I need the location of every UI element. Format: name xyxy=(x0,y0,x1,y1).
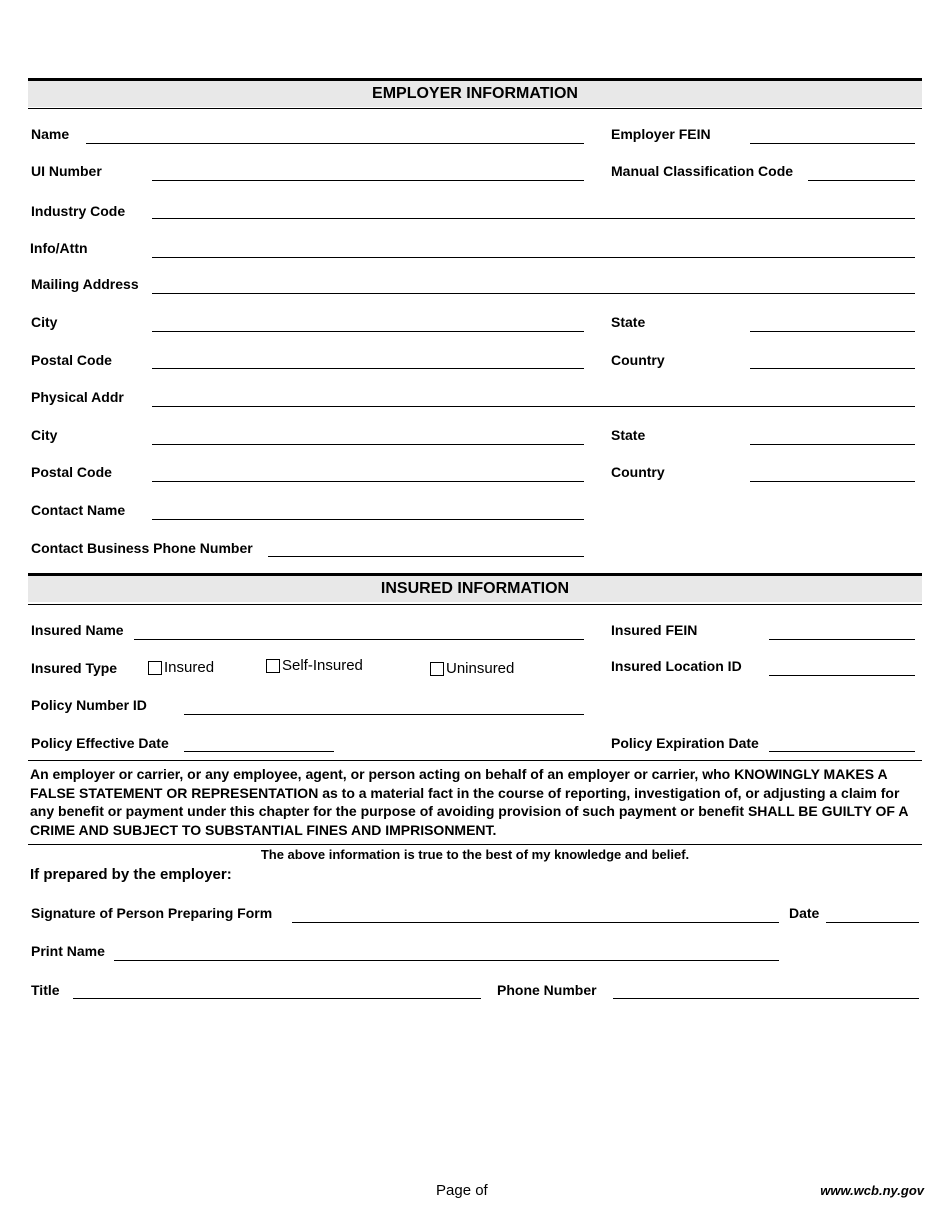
insured-fein-label: Insured FEIN xyxy=(611,622,698,638)
employer-name-label: Name xyxy=(31,126,70,142)
insured-type-option-insured[interactable] xyxy=(148,660,214,676)
date-field[interactable] xyxy=(826,922,919,923)
physical-country-label: Country xyxy=(611,464,665,480)
insured-type-option-self-insured[interactable] xyxy=(266,658,363,674)
section-divider xyxy=(28,604,922,605)
insured-type-option-uninsured[interactable] xyxy=(430,661,514,677)
ui-number-field[interactable] xyxy=(152,180,584,181)
contact-name-field[interactable] xyxy=(152,519,584,520)
checkbox[interactable] xyxy=(430,662,444,676)
policy-number-field[interactable] xyxy=(184,714,584,715)
fraud-warning-text: An employer or carrier, or any employee, agent, or person acting on behalf of an employer or carrier, who KNOWINGLY MAKES A FALSE STATEMENT OR REPRESENTATION as to a material fact in the course of reporting, investigation of, or adjusting a claim for any benefit or payment under this chapter for the purpose of avoiding provision of such payment or benefit SHALL BE GUILTY OF A CRIME AND SUBJECT TO SUBSTANTIAL FINES AND IMPRISONMENT. xyxy=(30,766,908,838)
physical-state-label: State xyxy=(611,427,646,443)
checkbox[interactable] xyxy=(266,659,280,673)
industry-code-label: Industry Code xyxy=(31,203,126,219)
option-label: Uninsured xyxy=(446,660,515,677)
physical-postal-field[interactable] xyxy=(152,481,584,482)
contact-phone-label: Contact Business Phone Number xyxy=(31,540,253,556)
info-attn-label: Info/Attn xyxy=(30,240,88,256)
mailing-postal-label: Postal Code xyxy=(31,352,112,368)
employer-section-heading: EMPLOYER INFORMATION xyxy=(28,81,922,107)
title-label: Title xyxy=(31,982,60,998)
industry-code-field[interactable] xyxy=(152,218,915,219)
manual-code-field[interactable] xyxy=(808,180,915,181)
print-name-field[interactable] xyxy=(114,960,779,961)
date-label: Date xyxy=(789,905,820,921)
print-name-label: Print Name xyxy=(31,943,105,959)
insured-location-label: Insured Location ID xyxy=(611,658,742,674)
mailing-city-field[interactable] xyxy=(152,331,584,332)
page-number: Page of xyxy=(436,1182,488,1199)
policy-effective-field[interactable] xyxy=(184,751,334,752)
mailing-city-label: City xyxy=(31,314,58,330)
title-field[interactable] xyxy=(73,998,481,999)
contact-phone-field[interactable] xyxy=(268,556,584,557)
employer-fein-label: Employer FEIN xyxy=(611,126,711,142)
option-label: Insured xyxy=(164,659,215,676)
option-label: Self-Insured xyxy=(282,657,363,674)
website-url: www.wcb.ny.gov xyxy=(820,1183,924,1198)
mailing-country-label: Country xyxy=(611,352,665,368)
physical-addr-field[interactable] xyxy=(152,406,915,407)
ui-number-label: UI Number xyxy=(31,163,102,179)
attestation-text: The above information is true to the best of my knowledge and belief. xyxy=(260,847,690,862)
mailing-address-label: Mailing Address xyxy=(31,276,139,292)
preparer-heading: If prepared by the employer: xyxy=(30,866,232,883)
manual-code-label: Manual Classification Code xyxy=(611,163,794,179)
insured-name-label: Insured Name xyxy=(31,622,124,638)
mailing-state-label: State xyxy=(611,314,646,330)
insured-section-heading: INSURED INFORMATION xyxy=(28,576,922,602)
mailing-address-field[interactable] xyxy=(152,293,915,294)
checkbox[interactable] xyxy=(148,661,162,675)
policy-expiration-label: Policy Expiration Date xyxy=(611,735,759,751)
phone-number-field[interactable] xyxy=(613,998,919,999)
section-divider xyxy=(28,108,922,109)
insured-name-field[interactable] xyxy=(134,639,584,640)
warning-bottom-rule xyxy=(28,844,922,845)
physical-addr-label: Physical Addr xyxy=(31,389,124,405)
policy-expiration-field[interactable] xyxy=(769,751,915,752)
employer-name-field[interactable] xyxy=(86,143,584,144)
insured-fein-field[interactable] xyxy=(769,639,915,640)
phone-number-label: Phone Number xyxy=(497,982,597,998)
mailing-country-field[interactable] xyxy=(750,368,915,369)
employer-fein-field[interactable] xyxy=(750,143,915,144)
signature-label: Signature of Person Preparing Form xyxy=(31,905,273,921)
info-attn-field[interactable] xyxy=(152,257,915,258)
policy-number-label: Policy Number ID xyxy=(31,697,147,713)
policy-effective-label: Policy Effective Date xyxy=(31,735,169,751)
physical-state-field[interactable] xyxy=(750,444,915,445)
contact-name-label: Contact Name xyxy=(31,502,126,518)
warning-top-rule xyxy=(28,760,922,761)
signature-field[interactable] xyxy=(292,922,779,923)
physical-city-label: City xyxy=(31,427,58,443)
insured-location-field[interactable] xyxy=(769,675,915,676)
physical-city-field[interactable] xyxy=(152,444,584,445)
insured-type-label: Insured Type xyxy=(31,660,118,676)
mailing-postal-field[interactable] xyxy=(152,368,584,369)
physical-country-field[interactable] xyxy=(750,481,915,482)
physical-postal-label: Postal Code xyxy=(31,464,112,480)
mailing-state-field[interactable] xyxy=(750,331,915,332)
